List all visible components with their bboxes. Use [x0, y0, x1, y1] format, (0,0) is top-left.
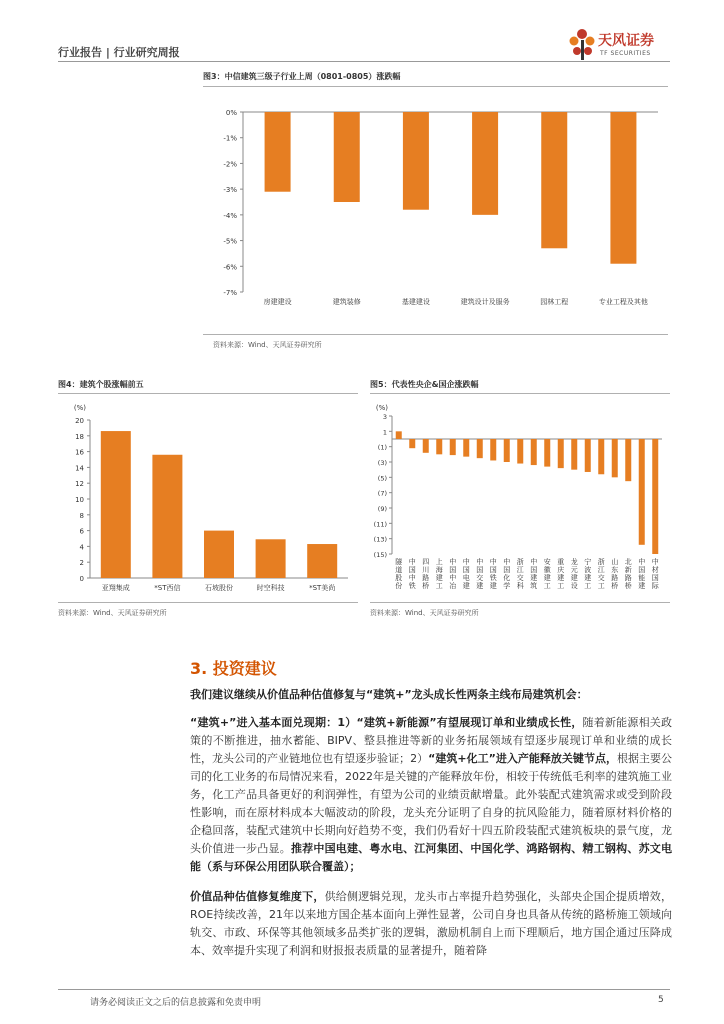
fig5-bar [558, 439, 564, 468]
fig5-title-divider [370, 393, 670, 394]
fig5-y-tick-label: 3 [382, 413, 387, 421]
fig4-y-tick-label: 0 [79, 575, 84, 583]
fig5-source-divider [370, 602, 670, 603]
fig5-bar [531, 439, 537, 465]
fig5-bar [409, 439, 415, 448]
fig3-bar [334, 112, 360, 202]
fig3-bar [403, 112, 429, 210]
company-logo [568, 26, 678, 66]
fig5-bar [396, 431, 402, 439]
fig4-bar [256, 539, 286, 578]
fig3-y-tick-label: -3% [223, 186, 237, 195]
p1-text-a: 随着新能源相关政策的不断推进，抽水蓄能、BIPV、整县推进等新的业务拓展领域有望逐步展现订单和业绩的成长性，龙头公司的产业链地位也有望逐步验证；2） [190, 716, 672, 765]
p1-lead: “建筑+”进入基本面兑现期：1）“建筑+新能源”有望展现订单和业绩成长性， [190, 716, 583, 729]
fig4-unit-label: (%) [73, 404, 86, 412]
page-number: 5 [658, 995, 664, 1005]
fig5-y-tick-label: (13) [373, 535, 387, 544]
fig5-x-tick-label: 浙江交工 [597, 558, 605, 590]
fig3-y-tick-label: -4% [223, 211, 237, 220]
fig3-title-divider [203, 86, 668, 87]
p1-text-c: 根据主要公司的化工业务的布局情况来看，2022年是关键的产能释放年份，相较于传统低毛利率的建筑施工业务，化工产品具备更好的利润弹性，有望为公司的业绩贡献增量。此外装配式建筑需求或受到阶段性影响，而在原材料成本大幅波动的阶段，龙头充分证明了自身的抗风险能力，随着原材料价格的企稳回落，装配式建筑中长期向好趋势不变，我们仍看好十四五阶段装配式建筑板块的景气度，龙头价值进一步凸显。 [190, 752, 672, 855]
logo-flower-icon [568, 26, 598, 62]
fig4-bar [152, 455, 182, 578]
fig4-bar [204, 531, 234, 578]
fig5-bar [477, 439, 483, 458]
fig5-bar [490, 439, 496, 460]
fig5-title: 图5：代表性央企&国企涨跌幅 [370, 380, 479, 389]
fig3-y-tick-label: -7% [223, 289, 237, 297]
fig3-x-tick-label: 建筑装修 [332, 298, 361, 306]
section-intro: 我们建议继续从价值品种估值修复与“建筑+”龙头成长性两条主线布局建筑机会： [190, 688, 588, 701]
p2-text: 供给侧逻辑兑现，龙头市占率提升趋势强化，头部央企国企提质增效，ROE持续改善，21年以来地方国企基本面向上弹性显著，公司自身也具备从传统的路桥施工领域向轨交、市政、环保等其他领域多品类扩张的逻辑，激励机制自上而下理顺后，地方国企通过压降成本、效率提升实现了利润和财报报表质量的显著提升，随着降 [190, 890, 673, 957]
fig5-bar [639, 439, 645, 545]
fig4-y-tick-label: 2 [79, 559, 84, 568]
fig5-bar [625, 439, 631, 481]
header-divider [58, 61, 670, 62]
logo-name: 天风证券 [598, 33, 654, 49]
fig5-x-tick-label: 重庆建工 [557, 558, 565, 590]
fig5-x-tick-label: 中国铁建 [489, 558, 497, 590]
fig4-y-tick-label: 4 [79, 543, 84, 552]
fig3-y-tick-label: -5% [223, 237, 237, 246]
fig4-y-tick-label: 8 [79, 511, 84, 520]
fig4-title-divider [58, 393, 358, 394]
report-breadcrumb: 行业报告 | 行业研究周报 [58, 46, 180, 59]
fig5-x-tick-label: 中国中铁 [408, 558, 416, 590]
fig3-y-tick-label: -6% [223, 263, 237, 272]
fig4-x-tick-label: 时空科技 [256, 584, 285, 592]
fig4-x-tick-label: *ST西信 [154, 584, 181, 592]
fig4-y-tick-label: 14 [75, 464, 84, 473]
fig5-bar [504, 439, 510, 462]
fig3-x-tick-label: 园林工程 [540, 298, 569, 306]
fig3-y-tick-label: 0% [225, 109, 237, 117]
fig5-bar [450, 439, 456, 455]
p2-lead: 价值品种估值修复维度下， [190, 890, 325, 903]
fig4-source-divider [58, 602, 358, 603]
fig5-y-tick-label: (9) [377, 505, 387, 513]
fig5-x-tick-label: 浙江交科 [516, 558, 524, 590]
fig4-source: 资料来源：Wind、天风证券研究所 [58, 609, 167, 617]
fig5-x-tick-label: 中国中冶 [449, 558, 457, 590]
fig5-x-tick-label: 中国交建 [476, 558, 484, 590]
fig4-y-tick-label: 18 [75, 432, 84, 441]
fig5-x-tick-label: 安徽建工 [543, 558, 551, 590]
fig3-bar [541, 112, 567, 248]
fig5-bar [598, 439, 604, 474]
fig5-y-tick-label: (1) [377, 443, 387, 452]
fig3-title: 图3：中信建筑三级子行业上周（0801-0805）涨跌幅 [203, 72, 401, 81]
fig4-bar [307, 544, 337, 578]
fig4-chart [58, 396, 358, 600]
fig5-bar [612, 439, 618, 477]
fig4-y-tick-label: 16 [75, 448, 84, 457]
fig5-y-tick-label: 1 [382, 428, 387, 437]
fig3-x-tick-label: 基建建设 [401, 298, 430, 306]
fig4-title: 图4：建筑个股涨幅前五 [58, 380, 144, 389]
p1-lead-b: “建筑+化工”进入产能释放关键节点， [428, 752, 617, 765]
fig5-chart [370, 396, 670, 600]
fig5-y-tick-label: (3) [377, 459, 387, 467]
fig3-y-tick-label: -2% [223, 160, 237, 169]
fig5-y-tick-label: (7) [377, 489, 387, 498]
fig3-x-tick-label: 建筑设计及服务 [460, 298, 510, 306]
logo-subtitle: TF SECURITIES [600, 50, 651, 57]
fig5-bar [585, 439, 591, 472]
section-title: 3. 投资建议 [190, 659, 277, 678]
fig4-x-tick-label: *ST美尚 [309, 584, 336, 592]
fig3-chart [203, 90, 668, 330]
fig5-x-tick-label: 上海建工 [435, 558, 443, 590]
fig3-source: 资料来源：Wind、天风证券研究所 [213, 341, 322, 349]
fig3-source-divider [203, 334, 668, 335]
fig4-x-tick-label: 亚翔集成 [101, 584, 130, 592]
fig5-bar [571, 439, 577, 470]
fig3-x-tick-label: 房建建设 [263, 298, 292, 306]
fig3-x-tick-label: 专业工程及其他 [598, 298, 648, 306]
fig5-x-tick-label: 中材国际 [651, 558, 659, 590]
fig5-bar [463, 439, 469, 457]
fig5-bar [544, 439, 550, 467]
fig5-x-tick-label: 中国化学 [503, 558, 511, 590]
fig5-source: 资料来源：Wind、天风证券研究所 [370, 609, 479, 617]
footer-disclaimer: 请务必阅读正文之后的信息披露和免责申明 [90, 998, 262, 1008]
fig4-y-tick-label: 10 [75, 496, 84, 504]
fig5-bar [517, 439, 523, 464]
fig5-x-tick-label: 宁波建工 [584, 558, 592, 590]
paragraph-building-plus [190, 714, 672, 876]
fig4-y-tick-label: 6 [79, 527, 84, 536]
fig5-x-tick-label: 中国电建 [462, 558, 470, 590]
fig5-unit-label: (%) [375, 404, 388, 412]
paragraph-value-repair [190, 888, 672, 960]
fig5-y-tick-label: (11) [373, 520, 387, 529]
fig5-bar [652, 439, 658, 554]
fig3-bar [610, 112, 636, 264]
fig5-bar [423, 439, 429, 453]
fig4-y-tick-label: 12 [75, 480, 84, 489]
fig5-y-tick-label: (5) [377, 474, 387, 483]
fig5-bar [436, 439, 442, 454]
fig3-y-tick-label: -1% [223, 134, 237, 143]
fig4-x-tick-label: 石坡股份 [205, 584, 233, 592]
fig5-x-tick-label: 中国能建 [638, 558, 646, 590]
fig3-bar [472, 112, 498, 215]
fig5-y-tick-label: (15) [373, 551, 387, 559]
fig5-x-tick-label: 隧道股份 [395, 558, 403, 590]
footer-divider [58, 989, 670, 990]
fig3-bar [265, 112, 291, 192]
fig4-y-tick-label: 20 [75, 417, 84, 425]
fig5-x-tick-label: 山东路桥 [611, 558, 619, 590]
fig5-x-tick-label: 北新路桥 [624, 558, 632, 590]
fig5-x-tick-label: 龙元建设 [570, 558, 578, 590]
fig4-bar [101, 431, 131, 578]
fig5-x-tick-label: 中国建筑 [530, 558, 538, 590]
fig5-x-tick-label: 四川路桥 [422, 558, 430, 590]
p1-recommendation: 推荐中国电建、粤水电、江河集团、中国化学、鸿路钢构、精工钢构、苏文电能（系与环保公用团队联合覆盖）； [190, 842, 673, 873]
